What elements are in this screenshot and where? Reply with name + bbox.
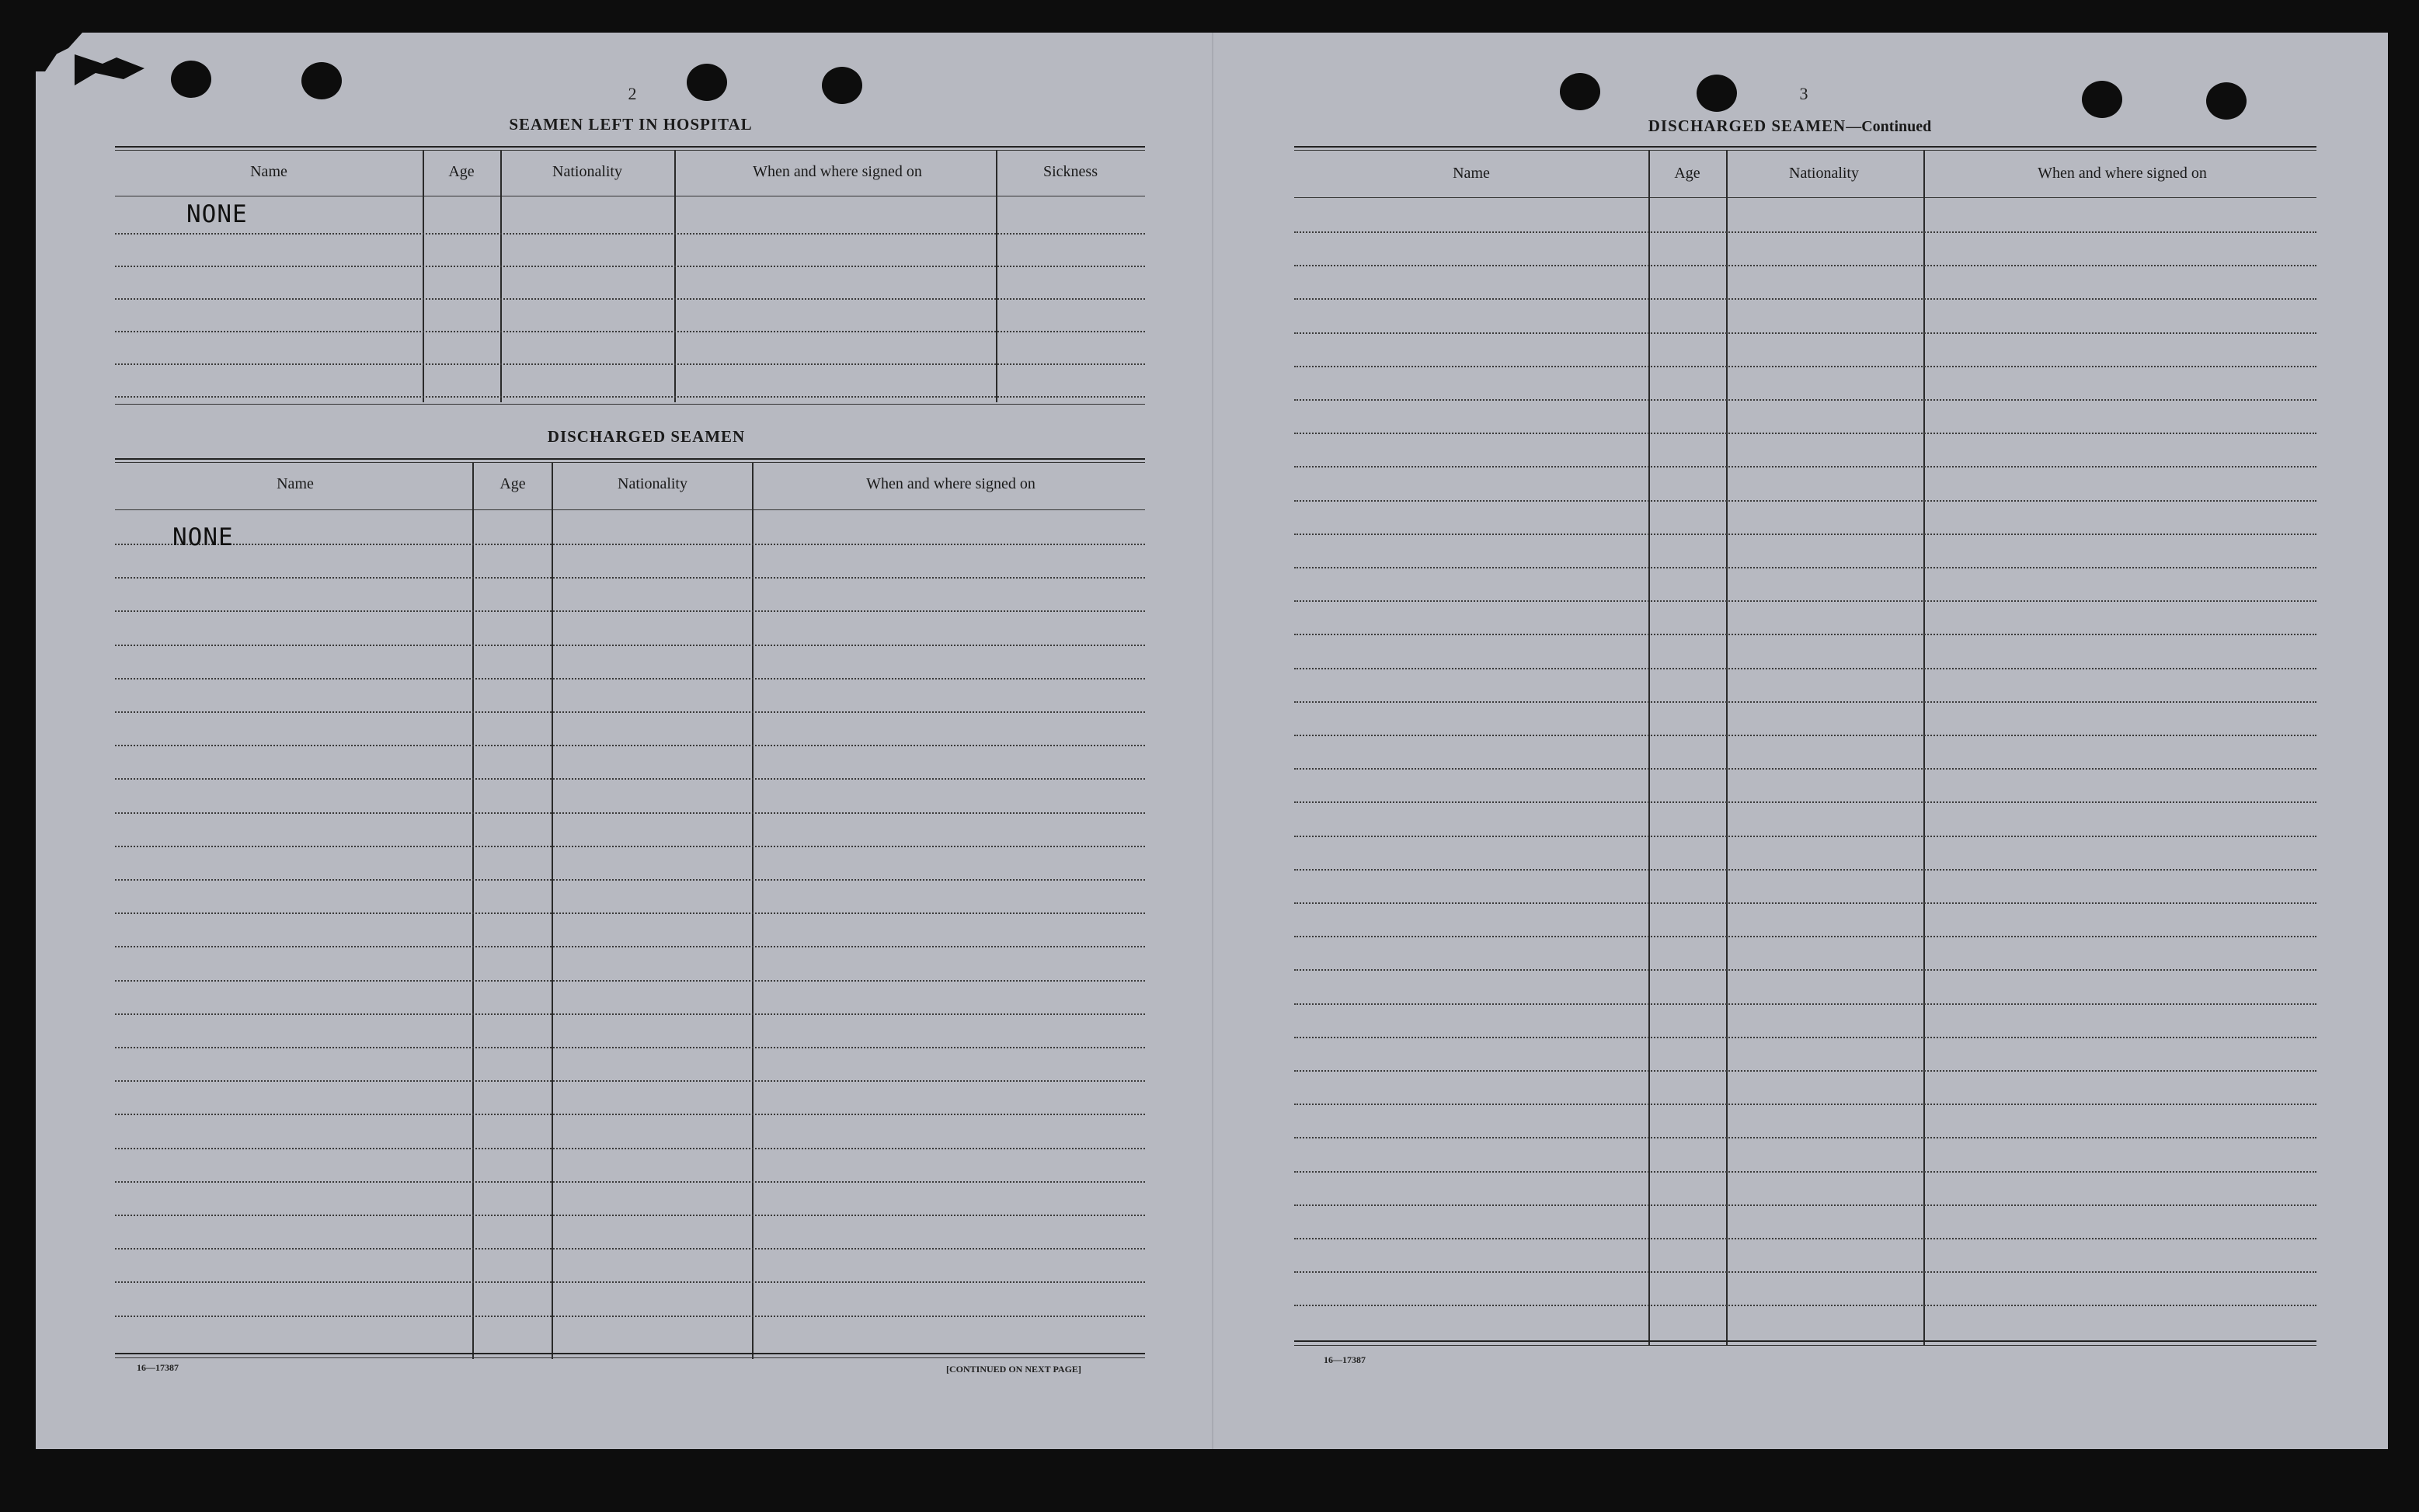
- title-suffix: —Continued: [1846, 118, 1932, 135]
- column-header-name: Name: [1453, 165, 1490, 182]
- ledger-row-line: [1294, 634, 2316, 635]
- title-text: DISCHARGED SEAMEN: [1648, 116, 1846, 135]
- ledger-row-line: [1294, 298, 2316, 300]
- ledger-row-line: [1294, 466, 2316, 468]
- ledger-row-line: [1294, 869, 2316, 871]
- ledger-row-line: [1294, 1037, 2316, 1038]
- column-header-name: Name: [250, 163, 287, 180]
- hospital-entry: NONE: [186, 200, 248, 228]
- ledger-row-line: [1294, 366, 2316, 367]
- hospital-section-title: SEAMEN LEFT IN HOSPITAL: [509, 115, 753, 134]
- column-header-signed-on: When and where signed on: [866, 475, 1035, 492]
- column-header-name: Name: [277, 475, 314, 492]
- form-number: 16—17387: [1324, 1354, 1366, 1365]
- ledger-row-line: [1294, 735, 2316, 736]
- column-header-age: Age: [499, 475, 526, 492]
- column-header-signed-on: When and where signed on: [2038, 165, 2207, 182]
- ledger-row-line: [1294, 265, 2316, 266]
- discharged-continued-table: [1294, 146, 2316, 1345]
- discharged-section-title: DISCHARGED SEAMEN: [547, 427, 746, 446]
- ledger-row-line: [1294, 567, 2316, 568]
- column-header-age: Age: [448, 163, 475, 180]
- ledger-row-line: [1294, 836, 2316, 837]
- ledger-row-line: [1294, 969, 2316, 971]
- ledger-row-line: [1294, 701, 2316, 703]
- column-header-sickness: Sickness: [1043, 163, 1098, 180]
- ledger-row-line: [1294, 768, 2316, 770]
- page-number: 3: [1799, 84, 1808, 103]
- column-header-age: Age: [1674, 165, 1700, 182]
- column-header-nationality: Nationality: [552, 163, 622, 180]
- page-number: 2: [628, 84, 637, 103]
- ledger-row-line: [1294, 231, 2316, 233]
- ledger-row-line: [1294, 534, 2316, 535]
- ledger-row-line: [1294, 1171, 2316, 1173]
- ledger-row-line: [1294, 1305, 2316, 1306]
- ledger-row-line: [1294, 399, 2316, 401]
- ledger-row-line: [1294, 600, 2316, 602]
- ledger-row-line: [1294, 1070, 2316, 1072]
- ledger-row-line: [1294, 668, 2316, 669]
- ledger-row-line: [1294, 1238, 2316, 1239]
- discharged-continued-title: [1648, 116, 1931, 136]
- ledger-row-line: [1294, 1104, 2316, 1105]
- ledger-row-line: [1294, 433, 2316, 434]
- ledger-row-line: [1294, 902, 2316, 904]
- ledger-row-line: [1294, 500, 2316, 502]
- ledger-row-line: [1294, 801, 2316, 803]
- form-number: 16—17387: [137, 1362, 179, 1373]
- column-header-signed-on: When and where signed on: [753, 163, 922, 180]
- ledger-row-line: [1294, 1137, 2316, 1138]
- continued-note: [CONTINUED ON NEXT PAGE]: [946, 1364, 1081, 1375]
- ledger-row-line: [1294, 1271, 2316, 1273]
- ledger-row-line: [1294, 1204, 2316, 1206]
- column-header-nationality: Nationality: [618, 475, 687, 492]
- ledger-row-line: [1294, 332, 2316, 334]
- ledger-row-line: [1294, 1003, 2316, 1005]
- column-header-nationality: Nationality: [1789, 165, 1859, 182]
- ledger-row-line: [1294, 936, 2316, 937]
- discharged-entry: NONE: [172, 523, 234, 551]
